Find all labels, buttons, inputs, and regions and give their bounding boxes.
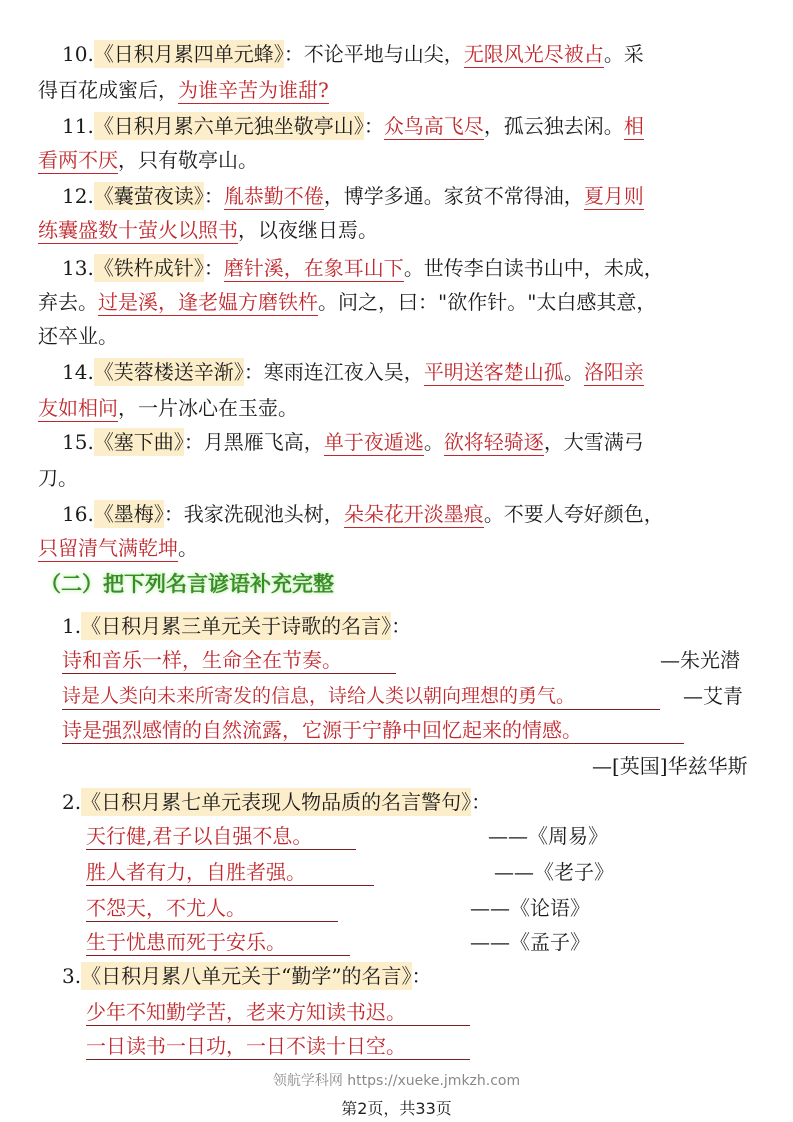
poem-12-line2 — [38, 216, 757, 244]
quote-text: 少年不知勤学苦，老来方知读书迟。 — [86, 1000, 406, 1024]
answer-text: 平明送客楚山孤 — [423, 360, 564, 384]
page-number: 第2页，共33页 — [341, 1099, 452, 1118]
item-number: 11. — [62, 114, 94, 138]
answer-text: 过是溪，逢老媪方磨铁杵 — [98, 290, 318, 314]
item-number: 3. — [62, 964, 82, 988]
poem-text: ，一片冰心在玉壶。 — [118, 396, 298, 420]
quote-text: 胜人者有力，自胜者强。 — [86, 860, 306, 884]
quote-author: —艾青 — [683, 684, 743, 708]
colon: ： — [411, 964, 432, 988]
poem-text: 还卒业。 — [38, 324, 118, 348]
answer-underline — [86, 885, 374, 886]
q2-heading — [62, 788, 757, 816]
answer-underline — [62, 709, 660, 710]
poem-title: 《芙蓉楼送辛渐》 — [93, 360, 244, 384]
poem-10-line2 — [38, 76, 757, 104]
poem-text: 刀。 — [38, 466, 78, 490]
poem-text: 。 — [563, 360, 584, 384]
answer-text: 单于夜遁逃 — [323, 430, 424, 454]
quote-source: ——《论语》 — [470, 896, 590, 920]
poem-15-line2 — [38, 464, 757, 492]
item-number: 14. — [62, 360, 94, 384]
colon: ： — [391, 614, 412, 638]
answer-underline — [86, 1025, 470, 1026]
poem-title: 《日积月累四单元蜂》 — [93, 42, 284, 66]
poem-title: 《日积月累六单元独坐敬亭山》 — [93, 114, 364, 138]
poem-text: 。采 — [603, 42, 644, 66]
poem-16-line1 — [62, 500, 757, 528]
poem-14-line1 — [62, 358, 757, 386]
poem-13-line1 — [62, 254, 757, 282]
item-number: 1. — [62, 614, 82, 638]
poem-text: 。不要人夸好颜色， — [483, 502, 664, 526]
poem-16-line2 — [38, 534, 757, 562]
answer-text: 练囊盛数十萤火以照书 — [38, 218, 238, 242]
answer-text: 为谁辛苦为谁甜? — [178, 78, 329, 102]
quote-text: 诗是人类向未来所寄发的信息，诗给人类以朝向理想的勇气。 — [62, 685, 576, 707]
item-number: 2. — [62, 790, 82, 814]
item-number: 12. — [62, 184, 94, 208]
answer-text: 看两不厌 — [38, 148, 118, 172]
answer-underline — [86, 955, 350, 956]
answer-text: 欲将轻骑逐 — [443, 430, 544, 454]
poem-14-line2 — [38, 394, 757, 422]
answer-text: 只留清气满乾坤 — [38, 536, 178, 560]
item-number: 13. — [62, 256, 94, 280]
footer-source: 领航学科网 https://xueke.jmkzh.com — [272, 1073, 521, 1089]
poem-10-line1 — [62, 40, 757, 68]
poem-text: ，以夜继日焉。 — [238, 218, 378, 242]
poem-13-line3 — [38, 322, 757, 350]
quote-text: 一日读书一日功，一日不读十日空。 — [86, 1034, 406, 1058]
poem-text: ，博学多通。家贫不常得油， — [323, 184, 584, 208]
item-number: 15. — [62, 430, 94, 454]
quote-source: ——《周易》 — [488, 824, 608, 848]
poem-text: ： — [203, 256, 224, 280]
quote-text: 诗是强烈感情的自然流露，它源于宁静中回忆起来的情感。 — [62, 718, 582, 742]
poem-title: 《塞下曲》 — [93, 430, 184, 454]
poem-text: ：不论平地与山尖， — [283, 42, 464, 66]
quote-text: 生于忧患而死于安乐。 — [86, 930, 286, 954]
poem-text: 。世传李白读书山中，未成， — [403, 256, 664, 280]
quote-source: ——《老子》 — [494, 860, 614, 884]
answer-text: 无限风光尽被占 — [463, 42, 604, 66]
poem-title: 《囊萤夜读》 — [93, 184, 204, 208]
answer-underline — [62, 743, 684, 744]
poem-text: ，孤云独去闲。 — [483, 114, 624, 138]
section-title: （二）把下列名言谚语补充完整 — [40, 571, 334, 596]
poem-11-line2 — [38, 146, 757, 174]
quote-author: —朱光潜 — [660, 648, 740, 672]
poem-text: ：月黑雁飞高， — [183, 430, 324, 454]
quote-source: ——《孟子》 — [470, 930, 590, 954]
colon: ： — [471, 790, 492, 814]
answer-text: 磨针溪，在象耳山下 — [223, 256, 404, 280]
quote-text: 不怨天，不尤人。 — [86, 896, 246, 920]
poem-text: 弃去。 — [38, 290, 98, 314]
quote-text: 天行健,君子以自强不息。 — [86, 824, 313, 848]
poem-text: 。 — [178, 536, 198, 560]
poem-11-line1 — [62, 112, 757, 140]
answer-underline — [86, 921, 338, 922]
answer-underline — [62, 673, 396, 674]
answer-underline — [86, 1059, 470, 1060]
poem-text: ，只有敬亭山。 — [118, 148, 258, 172]
poem-text: 得百花成蜜后， — [38, 78, 178, 102]
q3-heading — [62, 962, 757, 990]
poem-12-line1 — [62, 182, 757, 210]
answer-underline — [86, 849, 356, 850]
q1-heading — [62, 612, 757, 640]
poem-15-line1 — [62, 428, 757, 456]
poem-text: ：寒雨连江夜入吴， — [243, 360, 424, 384]
poem-text: ： — [363, 114, 384, 138]
question-title: 《日积月累三单元关于诗歌的名言》 — [81, 614, 392, 638]
poem-text: 。 — [423, 430, 444, 454]
answer-text: 众鸟高飞尽 — [383, 114, 484, 138]
poem-text: 。问之，曰："欲作针。"太白感其意， — [318, 290, 657, 314]
question-title: 《日积月累八单元关于“勤学”的名言》 — [81, 964, 412, 988]
quote-text: 诗和音乐一样，生命全在节奏。 — [62, 648, 342, 672]
poem-title: 《墨梅》 — [93, 502, 164, 526]
poem-text: ： — [203, 184, 224, 208]
poem-13-line2 — [38, 288, 757, 316]
item-number: 10. — [62, 42, 94, 66]
quote-author: —[英国]华兹华斯 — [592, 754, 748, 778]
item-number: 16. — [62, 502, 94, 526]
answer-text: 朵朵花开淡墨痕 — [343, 502, 484, 526]
answer-text: 洛阳亲 — [583, 360, 644, 384]
answer-text: 夏月则 — [583, 184, 644, 208]
answer-text: 胤恭勤不倦 — [223, 184, 324, 208]
answer-text: 相 — [623, 114, 644, 138]
question-title: 《日积月累七单元表现人物品质的名言警句》 — [81, 790, 472, 814]
poem-title: 《铁杵成针》 — [93, 256, 204, 280]
poem-text: ，大雪满弓 — [543, 430, 644, 454]
answer-text: 友如相问 — [38, 396, 118, 420]
poem-text: ：我家洗砚池头树， — [163, 502, 344, 526]
